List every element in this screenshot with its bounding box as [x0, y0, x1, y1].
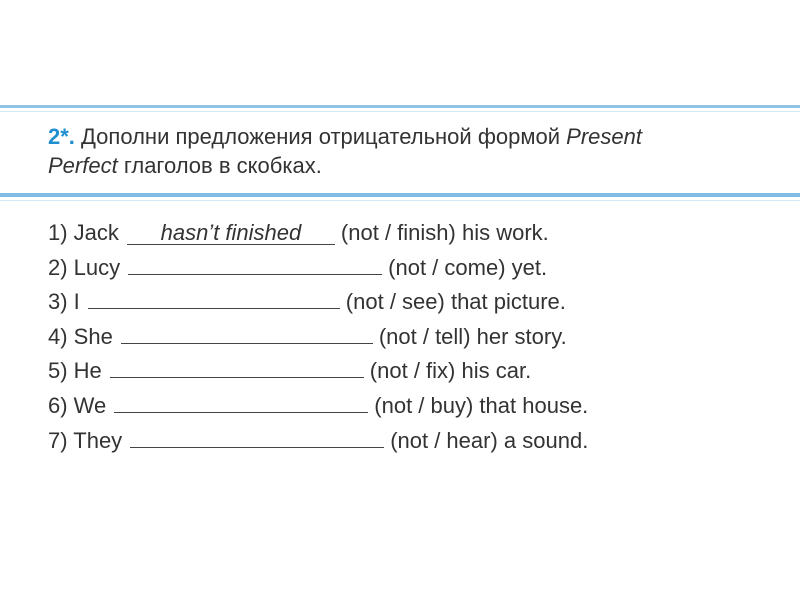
- task-line-1: [48, 122, 800, 151]
- sentence-prefix: 7) They: [48, 427, 123, 453]
- sentence-2: [48, 251, 588, 286]
- header-rule-bottom: [0, 193, 800, 197]
- sentence-hint: (not / hear) a sound.: [390, 427, 589, 453]
- task-italic-2: Perfect: [48, 153, 118, 178]
- sentence-7: [48, 424, 588, 459]
- task-text-2: глаголов в скобках.: [117, 153, 322, 178]
- sentence-prefix: 4) She: [48, 323, 113, 349]
- sentence-6: [48, 389, 588, 424]
- sentence-hint: (not / come) yet.: [388, 254, 548, 280]
- sentence-hint: (not / finish) his work.: [340, 220, 549, 245]
- sentence-prefix: 6) We: [48, 392, 107, 418]
- sentence-hint: (not / see) that picture.: [345, 289, 566, 315]
- answer-field[interactable]: hasn’t finished: [127, 222, 335, 245]
- header-rule-top-thin: [0, 111, 800, 112]
- task-line-2: [48, 151, 800, 180]
- sentence-prefix: 3) I: [48, 289, 80, 315]
- answer-blank[interactable]: [130, 429, 384, 448]
- answer-blank[interactable]: [88, 290, 340, 309]
- sentence-5: [48, 354, 588, 389]
- task-text-1: Дополни предложения отрицательной формой: [74, 124, 567, 149]
- sentence-hint: (not / buy) that house.: [374, 392, 589, 418]
- answer-blank[interactable]: [128, 256, 382, 275]
- sentence-1: [48, 216, 588, 251]
- sentence-prefix: 5) He: [48, 358, 102, 384]
- sentence-prefix: 1) Jack: [48, 220, 119, 245]
- sentence-hint: (not / tell) her story.: [378, 323, 567, 349]
- answer-blank[interactable]: [121, 325, 373, 344]
- sentence-hint: (not / fix) his car.: [369, 358, 532, 384]
- sentence-4: [48, 320, 588, 355]
- sentence-list: [48, 216, 588, 458]
- task-italic-1: Present: [566, 124, 642, 149]
- task-heading: [48, 122, 800, 180]
- answer-blank[interactable]: [110, 359, 364, 378]
- sentence-prefix: 2) Lucy: [48, 254, 121, 280]
- header-rule-top: [0, 105, 800, 108]
- task-number: 2*.: [48, 124, 75, 149]
- header-rule-bottom-thin: [0, 200, 800, 201]
- answer-blank[interactable]: [114, 394, 368, 413]
- sentence-3: [48, 285, 588, 320]
